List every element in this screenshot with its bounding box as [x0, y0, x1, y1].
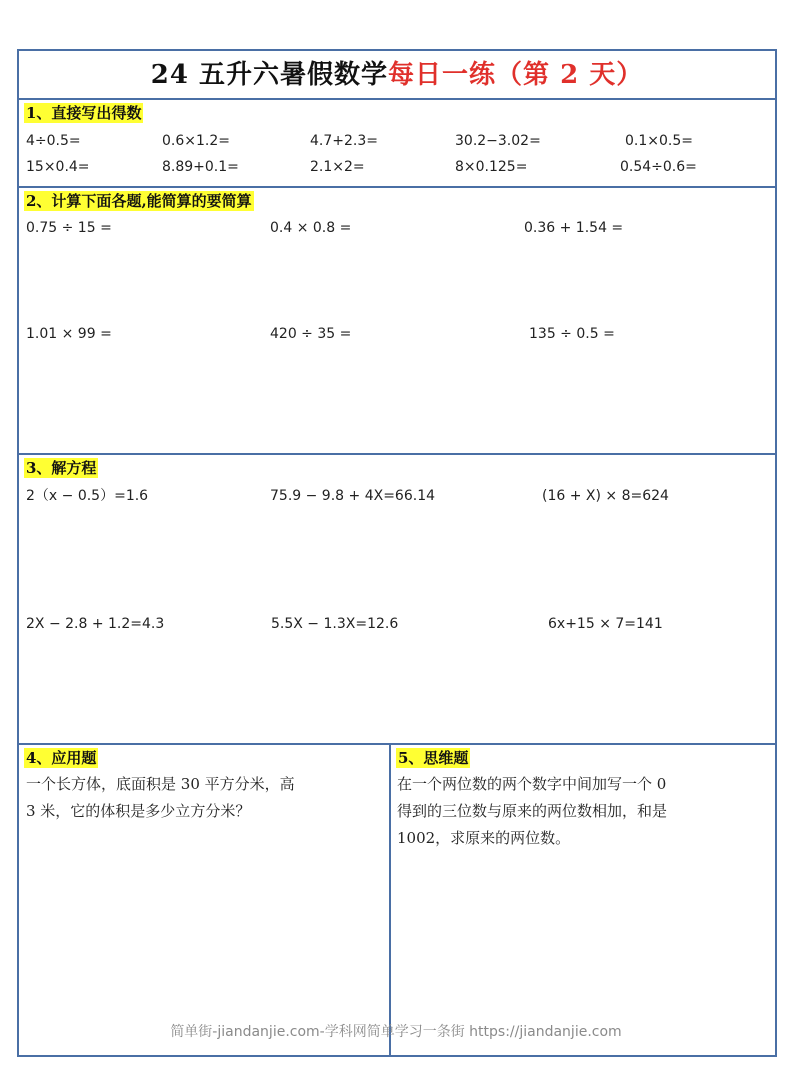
- equation-item: 5.5X − 1.3X=12.6: [271, 616, 399, 632]
- oral-item: 4.7+2.3=: [310, 133, 378, 149]
- section2-heading: 2、计算下面各题,能简算的要简算: [26, 192, 252, 210]
- calc-item: 0.4 × 0.8 =: [270, 220, 352, 236]
- thinking-problem: [397, 771, 775, 852]
- section3-heading: 3、解方程: [26, 459, 97, 477]
- equation-item: 2X − 2.8 + 1.2=4.3: [26, 616, 165, 632]
- section4-heading: 4、应用题: [26, 749, 97, 767]
- divider: [19, 98, 775, 100]
- oral-item: 30.2−3.02=: [455, 133, 541, 149]
- worksheet: [17, 49, 777, 1057]
- problem-line: 1002，求原来的两位数。: [397, 829, 571, 847]
- problem-line: 在一个两位数的两个数字中间加写一个 0: [397, 775, 667, 793]
- oral-item: 15×0.4=: [26, 159, 90, 175]
- oral-item: 0.1×0.5=: [625, 133, 693, 149]
- divider: [19, 186, 775, 188]
- problem-line: 得到的三位数与原来的两位数相加，和是: [397, 802, 668, 820]
- calc-item: 0.75 ÷ 15 =: [26, 220, 112, 236]
- oral-item: 8×0.125=: [455, 159, 528, 175]
- section5-heading: 5、思维题: [398, 749, 469, 767]
- equation-item: 6x+15 × 7=141: [548, 616, 663, 632]
- equation-item: 2（x − 0.5）=1.6: [26, 488, 149, 504]
- column-divider: [389, 744, 391, 1057]
- title-highlight: 每日一练（第 2 天）: [388, 60, 644, 90]
- oral-item: 0.6×1.2=: [162, 133, 230, 149]
- title-prefix: 24 五升六暑假数学: [150, 60, 389, 90]
- watermark-footer: 简单街-jiandanjie.com-学科网简单学习一条街 https://jiandanjie.com: [170, 1024, 622, 1040]
- problem-line: 3 米，它的体积是多少立方分米？: [26, 802, 251, 820]
- section1-heading: 1、直接写出得数: [26, 104, 142, 122]
- problem-line: 一个长方体，底面积是 30 平方分米，高: [26, 775, 295, 793]
- oral-item: 4÷0.5=: [26, 133, 81, 149]
- divider: [19, 743, 775, 745]
- calc-item: 420 ÷ 35 =: [270, 326, 352, 342]
- oral-item: 0.54÷0.6=: [620, 159, 697, 175]
- calc-item: 135 ÷ 0.5 =: [529, 326, 615, 342]
- calc-item: 0.36 + 1.54 =: [524, 220, 624, 236]
- equation-item: (16 + X) × 8=624: [542, 488, 669, 504]
- divider: [19, 453, 775, 455]
- equation-item: 75.9 − 9.8 + 4X=66.14: [270, 488, 436, 504]
- oral-item: 2.1×2=: [310, 159, 365, 175]
- word-problem: [26, 771, 386, 825]
- calc-item: 1.01 × 99 =: [26, 326, 112, 342]
- page-title: [19, 51, 775, 99]
- oral-item: 8.89+0.1=: [162, 159, 239, 175]
